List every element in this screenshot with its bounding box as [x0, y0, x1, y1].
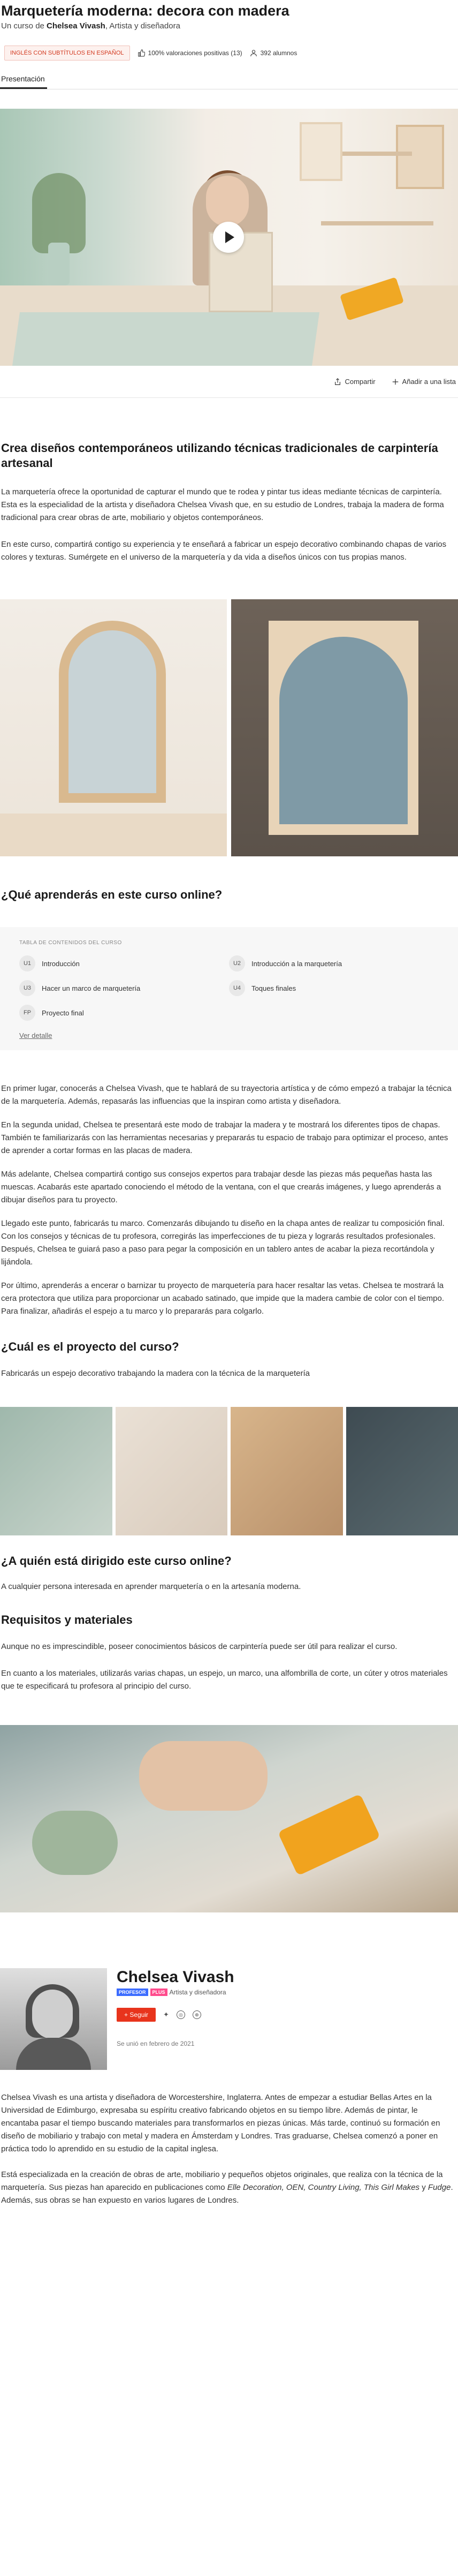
- unit-label: Toques finales: [251, 984, 296, 992]
- toc-item[interactable]: [19, 955, 229, 971]
- video-wall-frame: [300, 122, 342, 181]
- unit-number: U4: [229, 980, 245, 996]
- avatar-face: [32, 1990, 73, 2039]
- learn-paragraph: Por último, aprenderás a encerar o barnizar tu proyecto de marquetería para hacer resaltar las vetas. Chelsea te mostrará la cera protectora que utiliza para proporcionar un acabado satinado, que impide que la madera cambie de color con el tiempo. Para finalizar, añadirás el espejo a tu marco y lo prepararás para colgarlo.: [1, 1281, 445, 1316]
- photo-table: [0, 814, 227, 856]
- bio-text: y: [419, 2183, 428, 2192]
- intro-paragraph: La marquetería ofrece la oportunidad de capturar el mundo que te rodea y pintar tus ideas mediante técnicas de carpintería. Esta es la especialidad de la artista y diseñadora Chelsea Vivash que, en su estudio de Londres, trabaja la madera de forma tradicional para crear obras de arte, mobiliario y objetos contemporáneos.: [1, 487, 444, 522]
- toc-title: TABLA DE CONTENIDOS DEL CURSO: [19, 940, 122, 946]
- video-vase: [48, 243, 70, 285]
- materials-photo: [0, 1725, 458, 1912]
- toc-item[interactable]: [19, 980, 229, 996]
- toc-item[interactable]: [19, 1005, 229, 1021]
- unit-number: U1: [19, 955, 35, 971]
- arch-mirror: [59, 621, 166, 803]
- byline-prefix: Un curso de: [1, 21, 44, 31]
- teacher-link[interactable]: Chelsea Vivash: [47, 21, 105, 31]
- ratings-text: 100% valoraciones positivas (13): [148, 49, 242, 57]
- requirements-heading: Requisitos y materiales: [1, 1613, 133, 1626]
- audience-heading: ¿A quién está dirigido este curso online?: [1, 1554, 232, 1568]
- audience-text: A cualquier persona interesada en aprender marquetería o en la artesanía moderna.: [1, 1582, 301, 1591]
- unit-number: U3: [19, 980, 35, 996]
- unit-label: Introducción: [42, 959, 80, 968]
- tab-presentacion[interactable]: Presentación: [0, 74, 47, 89]
- share-button[interactable]: [334, 378, 375, 386]
- unit-number: FP: [19, 1005, 35, 1021]
- requirements-paragraph: Aunque no es imprescindible, poseer conocimientos básicos de carpintería puede ser útil para realizar el curso.: [1, 1642, 398, 1651]
- project-gallery: [0, 599, 458, 856]
- process-photo: [116, 1407, 228, 1535]
- teacher-badges: [117, 1989, 234, 1996]
- photo-plant: [32, 1811, 118, 1875]
- share-label: Compartir: [345, 378, 376, 386]
- course-byline: [0, 19, 458, 31]
- course-title: Marquetería moderna: decora con madera: [1, 3, 289, 19]
- course-meta-bar: [0, 42, 458, 64]
- teacher-role: Artista y diseñadora: [169, 1989, 226, 1996]
- photo-stapler: [278, 1794, 380, 1875]
- teacher-info: [117, 1968, 234, 2070]
- toc-item[interactable]: [229, 955, 439, 971]
- project-text: Fabricarás un espejo decorativo trabajando la madera con la técnica de la marquetería: [1, 1369, 310, 1378]
- intro-paragraph: En este curso, compartirá contigo su experiencia y te enseñará a fabricar un espejo decorativo combinando chapas de varios colores y texturas. Sumérgete en el universo de la marquetería y da vida a diseños únicos con tus propias manos.: [1, 540, 447, 562]
- byline-suffix: , Artista y diseñadora: [105, 21, 180, 31]
- learn-paragraph: Más adelante, Chelsea compartirá contigo sus consejos expertos para trabajar desde las piezas más pequeñas hasta las muescas. Acabarás este apartado conociendo el método de la ventana, con el que crearás imágenes, y luego aprenderás a dibujar diseños para tu proyecto.: [1, 1170, 441, 1204]
- unit-label: Hacer un marco de marquetería: [42, 984, 141, 992]
- learn-paragraph: En primer lugar, conocerás a Chelsea Vivash, que te hablará de su trayectoria artística y de cómo empezó a trabajar la técnica de la marquetería. Además, repasarás las influencias que la inspiran como artista y diseñadora.: [1, 1084, 452, 1106]
- video-cutting-mat: [12, 312, 319, 366]
- video-shelf: [321, 221, 433, 225]
- learn-paragraph: En la segunda unidad, Chelsea te presentará este modo de trabajar la madera y te mostrará los diferentes tipos de chapas. También te familiarizarás con las herramientas necesarias y prepararás tu espacio de trabajo para optimizar el proceso, antes de aprender a cortar formas en las placas de madera.: [1, 1120, 448, 1155]
- photo-hands: [139, 1741, 268, 1811]
- video-actions: [0, 366, 458, 398]
- unit-number: U2: [229, 955, 245, 971]
- students-text: 392 alumnos: [260, 49, 297, 57]
- mirror-photo: [0, 599, 227, 856]
- instagram-icon[interactable]: ◎: [177, 2010, 185, 2019]
- bio-text: . Además, sus obras se han expuesto en varios lugares de Londres.: [1, 2183, 453, 2205]
- language-pill: INGLÉS CON SUBTÍTULOS EN ESPAÑOL: [4, 46, 130, 61]
- vimeo-icon[interactable]: ✦: [163, 2010, 169, 2018]
- video-wall-frame: [396, 125, 444, 189]
- video-shelf: [342, 152, 412, 156]
- process-photo: [231, 1407, 343, 1535]
- students-info: [250, 49, 297, 57]
- bio-publication: Fudge: [428, 2183, 451, 2192]
- process-gallery: [0, 1407, 458, 1535]
- tab-bar: [0, 71, 458, 89]
- teacher-card: [0, 1968, 458, 2070]
- badge-profesor: PROFESOR: [117, 1989, 148, 1996]
- toc-more-link[interactable]: Ver detalle: [19, 1031, 52, 1040]
- unit-label: Introducción a la marquetería: [251, 959, 342, 968]
- avatar[interactable]: [0, 1968, 107, 2070]
- process-photo: [0, 1407, 112, 1535]
- requirements-paragraph: En cuanto a los materiales, utilizarás varias chapas, un espejo, un marco, una alfombrilla de corte, un cúter y otros materiales que te especificará tu profesora al principio del curso.: [1, 1669, 448, 1691]
- students-icon: [250, 49, 257, 57]
- video-plant: [32, 173, 86, 253]
- marquetry-arch: [279, 637, 408, 824]
- member-since: Se unió en febrero de 2021: [117, 2040, 195, 2047]
- follow-button[interactable]: + Seguir: [117, 2008, 156, 2022]
- teacher-name[interactable]: Chelsea Vivash: [117, 1968, 234, 1986]
- marquetry-panel-photo: [231, 599, 458, 856]
- ratings-info: [138, 49, 242, 57]
- toc-item[interactable]: [229, 980, 439, 996]
- unit-label: Proyecto final: [42, 1008, 84, 1017]
- follow-label: Seguir: [129, 2011, 149, 2018]
- teacher-actions: [117, 2008, 234, 2022]
- badge-plus: PLUS: [150, 1989, 167, 1996]
- play-icon: [225, 231, 234, 243]
- avatar-body: [16, 2038, 91, 2070]
- bio-publications: Elle Decoration, OEN, Country Living, This Girl Makes: [227, 2183, 420, 2192]
- thumbs-up-icon: [138, 49, 145, 57]
- teacher-bio: [1, 2168, 456, 2207]
- project-heading: ¿Cuál es el proyecto del curso?: [1, 1340, 179, 1353]
- video-person-head: [206, 176, 249, 227]
- teacher-bio: Chelsea Vivash es una artista y diseñadora de Worcestershire, Inglaterra. Antes de empezar a estudiar Bellas Artes en la Universidad de Edimburgo, expresaba su espíritu creativo fabricando objetos en su tiempo libre. Además de pintar, le encantaba pasar el tiempo buscando materiales para transformarlos en piezas únicas. Más tarde, continuó su formación en diseño de mobiliario y trabajo con metal y madera en Ámsterdam y Londres. Tras graduarse, Chelsea comenzó a poner en práctica todo lo aprendido en su estudio de la capital inglesa.: [1, 2093, 440, 2153]
- website-icon[interactable]: ⊕: [193, 2010, 201, 2019]
- learn-paragraph: Llegado este punto, fabricarás tu marco. Comenzarás dibujando tu diseño en la chapa antes de realizar tu composición final. Con los consejos y técnicas de tu profesora, corregirás las imperfecciones de tu pieza y lograrás resultados profesionales. Después, Chelsea te guiará paso a paso para pegar la composición en un tablero antes de acabar la pieza recortándola y lijándola.: [1, 1219, 445, 1267]
- intro-heading: Crea diseños contemporáneos utilizando técnicas tradicionales de carpintería artesanal: [1, 441, 438, 470]
- play-button[interactable]: [213, 222, 244, 253]
- add-to-list-button[interactable]: [392, 378, 456, 386]
- learn-heading: ¿Qué aprenderás en este curso online?: [1, 888, 223, 901]
- bio-text: Está especializada en la creación de obras de arte, mobiliario y pequeños objetos originales, que realiza con la técnica de la marquetería. Sus piezas han aparecido en publicaciones como: [1, 2170, 443, 2192]
- plus-icon: [392, 378, 399, 386]
- add-to-list-label: Añadir a una lista: [402, 378, 456, 386]
- process-photo: [346, 1407, 458, 1535]
- share-icon: [334, 378, 341, 386]
- course-video[interactable]: [0, 109, 458, 366]
- course-toc: [0, 927, 458, 1050]
- toc-list: [19, 955, 439, 1021]
